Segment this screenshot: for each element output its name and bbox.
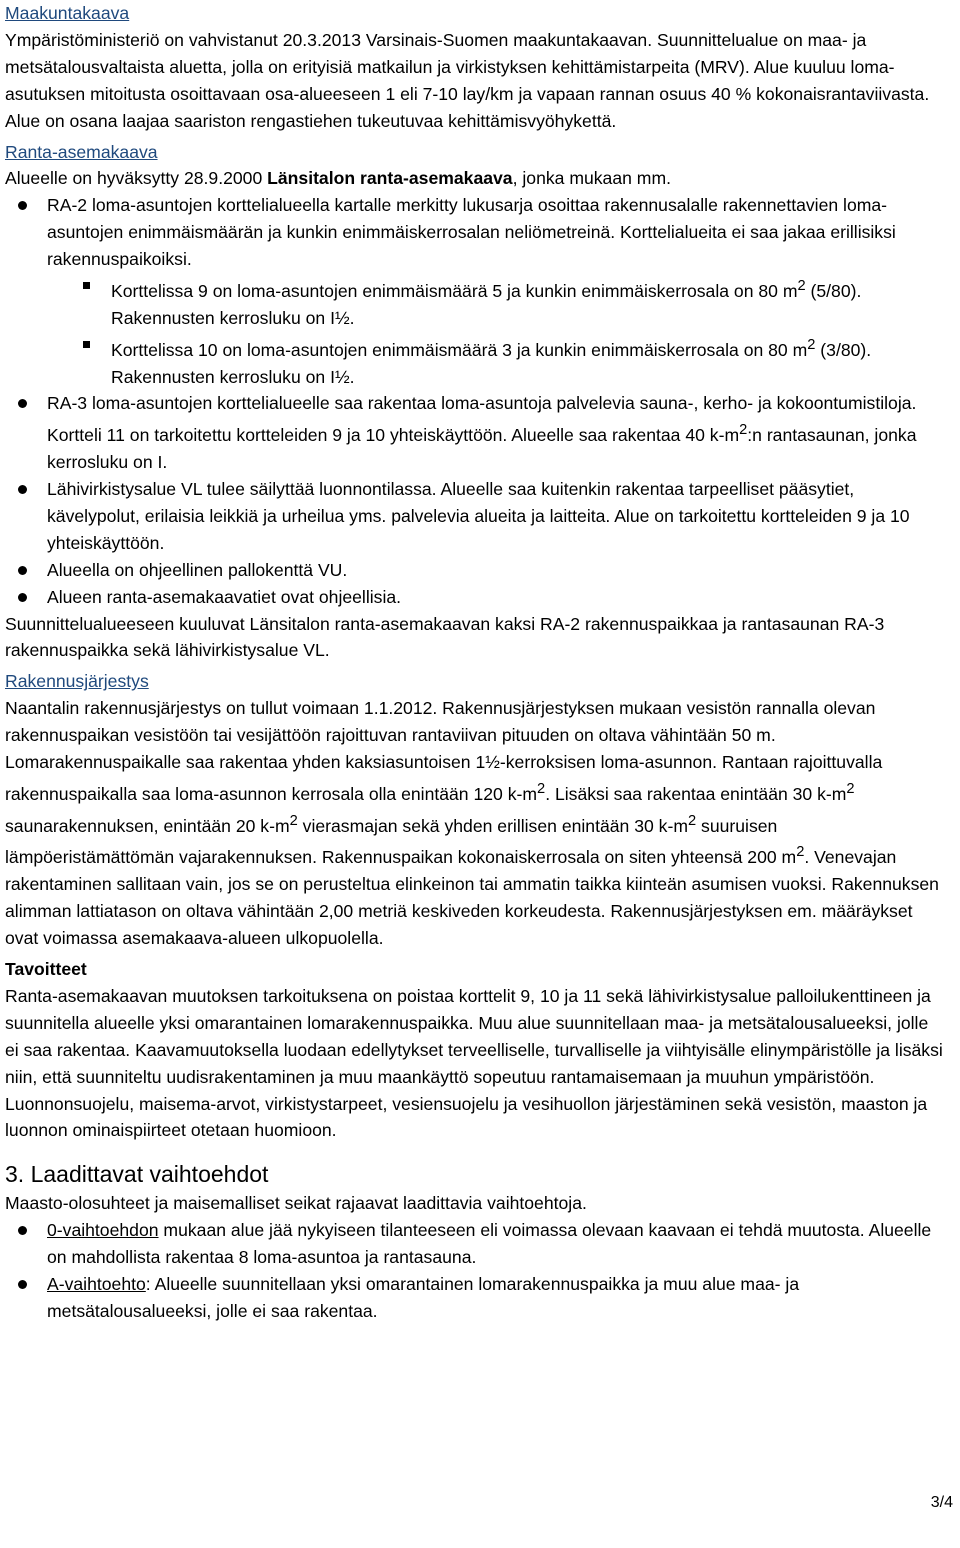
va-label: A-vaihtoehto: [47, 1274, 146, 1295]
p2-sup-3: 2: [289, 812, 298, 829]
list-item-ra2: [5, 192, 945, 390]
ranta-asemakaava-heading: Ranta-asemakaava: [5, 141, 158, 162]
ranta-asemakaava-list: [5, 192, 945, 610]
vaihtoehdot-intro: Maasto-olosuhteet ja maisemalliset seikat rajaavat laadittavia vaihtoehtoja.: [5, 1193, 587, 1214]
p2-sup-2: 2: [846, 780, 855, 797]
p2-sup-4: 2: [687, 812, 697, 829]
ranta-asemakaava-summary: Suunnittelualueeseen kuuluvat Länsitalon ranta-asemakaavan kaksi RA-2 rakennuspaikkaa ja rantasaunan RA-3 rakennuspaikka sekä lähivirkistysalue VL.: [5, 613, 885, 661]
maakuntakaava-heading: Maakuntakaava: [5, 3, 130, 23]
va-text: : Alueelle suunnitellaan yksi omarantainen lomarakennuspaikka ja muu alue maa- ja metsätalousalueeksi, jolle ei saa rakentaa.: [47, 1274, 800, 1321]
page-number: 3/4: [930, 1494, 953, 1511]
vaihtoehdot-heading: 3. Laadittavat vaihtoehdot: [5, 1161, 269, 1188]
vaihtoehdot-list: [5, 1217, 945, 1325]
intro-text: Alueelle on hyväksytty 28.9.2000: [5, 168, 268, 189]
k9-text: Korttelissa 9 on loma-asuntojen enimmäismäärä 5 ja kunkin enimmäiskerrosala on 80 m: [111, 280, 798, 301]
p2-text-a: Lomarakennuspaikalle saa rakentaa yhden kaksiasuntoisen 1½-kerroksisen loma-asunnon. Rantaan rajoittuvalla rakennuspaikalla saa loma-asunnon kerrosala olla enintään 120 k-m: [5, 752, 883, 804]
k9-superscript: 2: [797, 278, 806, 295]
list-item-vu: Alueella on ohjeellinen pallokenttä VU.: [5, 557, 945, 584]
list-item-vl: Lähivirkistysalue VL tulee säilyttää luonnontilassa. Alueelle saa kuitenkin rakentaa tarpeelliset pääsytiet, kävelypolut, erilaisia leikkiä ja urheilua yms. palvelevia alueita ja laitteita. Alue on tarkoitettu kortteleiden 9 ja 10 yhteiskäyttöön.: [5, 476, 945, 557]
list-item-ra3: [5, 390, 945, 476]
p2-sup-1: 2: [537, 780, 546, 797]
v0-label: 0-vaihtoehdon: [47, 1220, 159, 1241]
document-page: [5, 0, 945, 1325]
p2-text-c: saunarakennuksen, enintään 20 k-m: [5, 815, 290, 836]
rakennusjarjestys-p2: [5, 749, 945, 952]
ra3-superscript: 2: [739, 422, 748, 439]
kortteli-sublist: [47, 273, 945, 390]
k10-text: Korttelissa 10 on loma-asuntojen enimmäismäärä 3 ja kunkin enimmäiskerrosala on 80 m: [111, 339, 808, 360]
ra2-text: RA-2 loma-asuntojen korttelialueella kartalle merkitty lukusarja osoittaa rakennusalalle rakennettavien loma-asuntojen enimmäismäärän ja kunkin enimmäiskerrosalan neliömetreinä. Korttelialueita ei saa jakaa erillisiksi rakennuspaikoiksi.: [47, 195, 896, 270]
k10-superscript: 2: [807, 336, 816, 353]
list-item-0-vaihtoehto: [5, 1217, 945, 1271]
maakuntakaava-text: Ympäristöministeriö on vahvistanut 20.3.2013 Varsinais-Suomen maakuntakaavan. Suunnittelualue on maa- ja metsätalousvaltaista aluetta, jolla on erityisiä matkailun ja virkistyksen kehittämistarpeita (MRV). Alue kuuluu loma-asutuksen mitoitusta osoittavaan osa-alueeseen 1 eli 7-10 lay/km ja vapaan rannan osuus 40 % kokonaisrantaviivasta. Alue on osana laajaa saariston rengastiehen tukeutuvaa kehittämisvyöhykettä.: [5, 29, 930, 131]
list-item-ohjeellisia: Alueen ranta-asemakaavatiet ovat ohjeellisia.: [5, 584, 945, 611]
p2-text-b: . Lisäksi saa rakentaa enintään 30 k-m: [545, 783, 847, 804]
p2-text-e: suuruisen lämpöeristämättömän vajarakennuksen. Rakennuspaikan kokonaiskerrosala on siten yhteensä 200 m: [5, 815, 797, 868]
ra3-text: RA-3 loma-asuntojen korttelialueelle saa rakentaa loma-asuntoja palvelevia sauna-, kerho- ja kokoontumistiloja. Kortteli 11 on tarkoitettu kortteleiden 9 ja 10 yhteiskäyttöön. Alueelle saa rakentaa 40 k-m: [47, 393, 917, 446]
list-item-a-vaihtoehto: [5, 1271, 945, 1325]
p2-text-f: . Venevajan rakentaminen sallitaan vain, jos se on perusteltua elinkeinon tai ammatin taikka kiinteän asumisen vuoksi. Rakennuksen alimman lattiatason on oltava vähintään 2,00 metriä keskiveden korkeudesta. Rakennusjärjestyksen em. määräykset ovat voimassa asemakaava-alueen ulkopuolella.: [5, 847, 939, 949]
list-item-kortteli-9: [83, 273, 945, 332]
p2-sup-5: 2: [796, 844, 805, 861]
k9-text-end: (5/80). Rakennusten kerrosluku on I½.: [111, 280, 862, 328]
ranta-asemakaava-intro: [5, 165, 945, 192]
list-item-kortteli-10: [83, 332, 945, 391]
intro-bold-plan-name: Länsitalon ranta-asemakaava: [267, 168, 513, 189]
tavoitteet-text: Ranta-asemakaavan muutoksen tarkoituksena on poistaa korttelit 9, 10 ja 11 sekä lähivirkistysalue palloilukenttineen ja suunnitella alueelle yksi omarantainen lomarakennuspaikka. Muu alue suunnitellaan maa- ja metsätalousalueeksi, jolle ei saa rakentaa. Kaavamuutoksella luodaan edellytykset terveelliselle, turvalliselle ja viihtyisälle elinympäristölle ja lisäksi niin, että suunniteltu uudisrakentaminen ja muu maankäyttö sopeutuu rantamaisemaan ja muuhun ympäristöön. Luonnonsuojelu, maisema-arvot, virkistystarpeet, vesiensuojelu ja vesihuollon järjestäminen sekä vesistön, maaston ja luonnon ominaispiirteet otetaan huomioon.: [5, 985, 943, 1141]
rakennusjarjestys-heading: Rakennusjärjestys: [5, 671, 149, 692]
k10-text-end: (3/80). Rakennusten kerrosluku on I½.: [111, 339, 872, 387]
rakennusjarjestys-p1: Naantalin rakennusjärjestys on tullut voimaan 1.1.2012. Rakennusjärjestyksen mukaan vesistön rannalla olevan rakennuspaikan vesistöön tai vesijättöön rajoittuvan rantaviivan pituuden on oltava vähintään 50 m.: [5, 698, 876, 746]
ra3-text-end: :n rantasaunan, jonka kerrosluku on I.: [47, 425, 917, 473]
intro-text-end: , jonka mukaan mm.: [512, 168, 671, 189]
p2-text-d: vierasmajan sekä yhden erillisen enintään 30 k-m: [297, 815, 688, 836]
tavoitteet-heading: Tavoitteet: [5, 958, 87, 979]
v0-text: mukaan alue jää nykyiseen tilanteeseen eli voimassa olevaan kaavaan ei tehdä muutosta. Alueelle on mahdollista rakentaa 8 loma-asuntoa ja rantasauna.: [47, 1220, 932, 1268]
